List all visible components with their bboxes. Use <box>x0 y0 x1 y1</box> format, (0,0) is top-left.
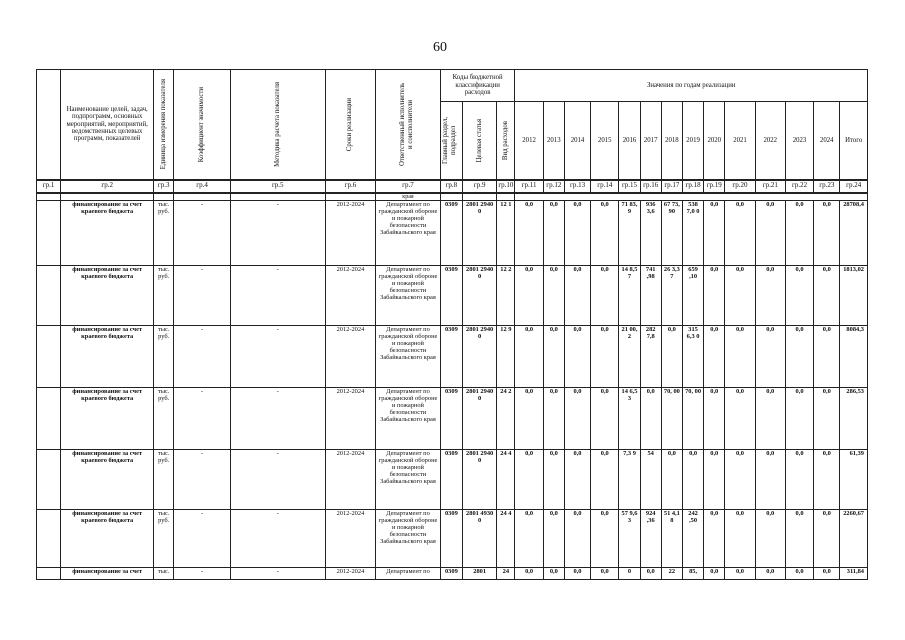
row-unit: тыс. руб. <box>154 200 174 265</box>
row-year-value: 0,0 <box>564 567 590 579</box>
row-year-value: 0,0 <box>704 567 725 579</box>
header-year-2022: 2022 <box>755 102 785 180</box>
row-coefficient: - <box>174 200 231 265</box>
table-row <box>37 509 868 567</box>
column-numbers-row <box>37 180 868 193</box>
row-year-value: 0,0 <box>755 387 785 449</box>
row-coefficient: - <box>174 265 231 325</box>
row-year-value: 0,0 <box>704 449 725 509</box>
row-year-value: 0,0 <box>725 200 755 265</box>
row-year-value: 67 73, 90 <box>661 200 682 265</box>
header-year-2016: 2016 <box>619 102 640 180</box>
row-year-value: 0,0 <box>591 509 619 567</box>
row-method: - <box>230 567 325 579</box>
row-year-value: 21 00, 2 <box>619 325 640 387</box>
column-number-cell: гр.13 <box>564 180 590 193</box>
row-year-value: 0,0 <box>725 509 755 567</box>
row-year-value: 0,0 <box>543 509 564 567</box>
row-year-value: 936 3,6 <box>640 200 661 265</box>
row-year-value: 0,0 <box>515 200 543 265</box>
row-coefficient: - <box>174 387 231 449</box>
row-year-value: 0,0 <box>755 200 785 265</box>
row-term: 2012-2024 <box>325 387 375 449</box>
row-budget-kind: 12 1 <box>497 200 515 265</box>
row-year-value: 659 ,10 <box>682 265 703 325</box>
index-cell <box>37 567 61 579</box>
row-year-value: 0,0 <box>704 509 725 567</box>
row-year-value: 70, 00 <box>682 387 703 449</box>
index-cell <box>37 200 61 265</box>
header-budget-target: Целевая статья <box>475 118 483 162</box>
row-year-value: 0,0 <box>785 449 813 509</box>
header-budget-codes: Коды бюджетной классификации расходов <box>440 70 515 102</box>
row-coefficient: - <box>174 567 231 579</box>
row-budget-target: 2801 2940 0 <box>462 200 496 265</box>
row-budget-target: 2801 4930 0 <box>462 509 496 567</box>
header-index-cell <box>37 70 61 180</box>
column-number-cell: гр.17 <box>661 180 682 193</box>
row-year-value: 22 <box>661 567 682 579</box>
row-year-value: 57 9,6 3 <box>619 509 640 567</box>
row-year-value: 0,0 <box>564 325 590 387</box>
header-year-2019: 2019 <box>682 102 703 180</box>
table-row <box>37 567 868 579</box>
index-cell <box>37 325 61 387</box>
row-year-value: 0,0 <box>785 509 813 567</box>
row-method: - <box>230 509 325 567</box>
row-year-value: 538 7,0 0 <box>682 200 703 265</box>
row-year-value: 0,0 <box>755 325 785 387</box>
row-term: 2012-2024 <box>325 265 375 325</box>
row-budget-target: 2801 2940 0 <box>462 265 496 325</box>
row-year-value: 0,0 <box>755 567 785 579</box>
row-year-value: 85, <box>682 567 703 579</box>
row-responsible: Департамент по <box>376 567 441 579</box>
row-year-value: 0,0 <box>704 387 725 449</box>
row-method: - <box>230 449 325 509</box>
row-year-value: 71 83, 9 <box>619 200 640 265</box>
row-year-value: 0,0 <box>785 265 813 325</box>
row-responsible: Департамент по гражданской обороне и пожарной безопасности Забайкальского края <box>376 200 441 265</box>
index-cell <box>37 387 61 449</box>
row-year-value: 0,0 <box>515 567 543 579</box>
row-year-value: 0,0 <box>785 387 813 449</box>
row-year-value: 282 7,8 <box>640 325 661 387</box>
row-name: финансирование за счет <box>61 567 154 579</box>
budget-table <box>36 69 868 580</box>
row-coefficient: - <box>174 325 231 387</box>
row-year-value: 0,0 <box>564 265 590 325</box>
column-number-cell: гр.11 <box>515 180 543 193</box>
row-year-value: 26 3,3 7 <box>661 265 682 325</box>
row-year-value: 924 ,36 <box>640 509 661 567</box>
header-year-2017: 2017 <box>640 102 661 180</box>
row-year-value: 0,0 <box>682 449 703 509</box>
row-responsible: Департамент по гражданской обороне и пожарной безопасности Забайкальского края <box>376 387 441 449</box>
row-year-value: 0,0 <box>591 325 619 387</box>
row-year-value: 0,0 <box>543 567 564 579</box>
row-budget-main: 0309 <box>440 200 462 265</box>
column-number-cell: гр.22 <box>785 180 813 193</box>
column-number-cell: гр.4 <box>174 180 231 193</box>
row-year-value: 0,0 <box>785 325 813 387</box>
row-budget-main: 0309 <box>440 325 462 387</box>
page-number: 60 <box>433 40 447 55</box>
row-coefficient: - <box>174 449 231 509</box>
row-year-value: 0,0 <box>661 449 682 509</box>
row-year-value: 242 ,50 <box>682 509 703 567</box>
row-year-value: 0,0 <box>755 509 785 567</box>
row-method: - <box>230 200 325 265</box>
index-cell <box>37 449 61 509</box>
header-year-2023: 2023 <box>785 102 813 180</box>
row-year-value: 0,0 <box>564 449 590 509</box>
row-responsible: Департамент по гражданской обороне и пожарной безопасности Забайкальского края <box>376 449 441 509</box>
row-year-value: 54 <box>640 449 661 509</box>
header-year-2014: 2014 <box>564 102 590 180</box>
column-number-cell: гр.9 <box>462 180 496 193</box>
column-number-cell: гр.19 <box>704 180 725 193</box>
row-year-value: 0,0 <box>591 200 619 265</box>
row-year-value: 0,0 <box>814 265 840 325</box>
row-year-value: 14 8,5 7 <box>619 265 640 325</box>
row-budget-target: 2801 <box>462 567 496 579</box>
header-year-2015: 2015 <box>591 102 619 180</box>
row-total: 2260,67 <box>840 509 868 567</box>
row-responsible: Департамент по гражданской обороне и пожарной безопасности Забайкальского края <box>376 509 441 567</box>
row-name: финансирование за счет краевого бюджета <box>61 387 154 449</box>
row-method: - <box>230 387 325 449</box>
header-year-2021: 2021 <box>725 102 755 180</box>
column-number-cell: гр.3 <box>154 180 174 193</box>
row-budget-target: 2801 2940 0 <box>462 387 496 449</box>
column-number-cell: гр.6 <box>325 180 375 193</box>
row-budget-target: 2801 2940 0 <box>462 449 496 509</box>
row-name: финансирование за счет краевого бюджета <box>61 265 154 325</box>
row-year-value: 0,0 <box>704 325 725 387</box>
column-number-cell: гр.14 <box>591 180 619 193</box>
row-year-value: 0,0 <box>725 325 755 387</box>
row-name: финансирование за счет краевого бюджета <box>61 200 154 265</box>
budget-table-container <box>36 69 868 580</box>
row-year-value: 0,0 <box>591 449 619 509</box>
row-year-value: 0,0 <box>755 449 785 509</box>
carry-over-text: края <box>376 193 441 201</box>
row-budget-kind: 24 2 <box>497 387 515 449</box>
table-row <box>37 387 868 449</box>
header-year-2012: 2012 <box>515 102 543 180</box>
row-term: 2012-2024 <box>325 449 375 509</box>
header-responsible: Ответственный исполнитель и соисполнители <box>398 82 414 166</box>
column-number-cell: гр.1 <box>37 180 61 193</box>
row-year-value: 0,0 <box>591 567 619 579</box>
row-coefficient: - <box>174 509 231 567</box>
index-cell <box>37 509 61 567</box>
table-row <box>37 200 868 265</box>
row-year-value: 0,0 <box>814 325 840 387</box>
row-budget-target: 2801 2940 0 <box>462 325 496 387</box>
row-budget-kind: 24 4 <box>497 449 515 509</box>
header-year-2018: 2018 <box>661 102 682 180</box>
row-budget-main: 0309 <box>440 449 462 509</box>
row-year-value: 0,0 <box>591 387 619 449</box>
row-budget-kind: 12 9 <box>497 325 515 387</box>
row-budget-main: 0309 <box>440 509 462 567</box>
row-unit: тыс. руб. <box>154 509 174 567</box>
table-row <box>37 449 868 509</box>
row-year-value: 0,0 <box>704 200 725 265</box>
row-year-value: 0,0 <box>755 265 785 325</box>
row-unit: тыс. руб. <box>154 325 174 387</box>
row-year-value: 0,0 <box>785 567 813 579</box>
row-budget-kind: 24 <box>497 567 515 579</box>
row-total: 61,39 <box>840 449 868 509</box>
column-number-cell: гр.15 <box>619 180 640 193</box>
column-number-cell: гр.20 <box>725 180 755 193</box>
row-unit: тыс. руб. <box>154 449 174 509</box>
row-year-value: 0,0 <box>543 449 564 509</box>
row-year-value: 0,0 <box>564 509 590 567</box>
row-year-value: 0,0 <box>704 265 725 325</box>
header-years-group: Значения по годам реализации <box>515 70 868 102</box>
column-number-cell: гр.12 <box>543 180 564 193</box>
row-year-value: 0,0 <box>725 387 755 449</box>
row-budget-main: 0309 <box>440 387 462 449</box>
header-term: Сроки реализации <box>346 97 354 151</box>
column-number-cell: гр.24 <box>840 180 868 193</box>
row-year-value: 0,0 <box>725 449 755 509</box>
row-year-value: 0,0 <box>515 449 543 509</box>
row-year-value: 0,0 <box>515 509 543 567</box>
row-year-value: 741 ,98 <box>640 265 661 325</box>
row-name: финансирование за счет краевого бюджета <box>61 325 154 387</box>
row-total: 311,84 <box>840 567 868 579</box>
row-total: 286,53 <box>840 387 868 449</box>
row-year-value: 0,0 <box>591 265 619 325</box>
header-budget-main: Главный раздел, подраздел <box>442 116 458 164</box>
table-row <box>37 265 868 325</box>
header-method: Методика расчета показателя <box>273 81 281 167</box>
row-budget-main: 0309 <box>440 265 462 325</box>
header-year-2020: 2020 <box>704 102 725 180</box>
table-row <box>37 325 868 387</box>
row-term: 2012-2024 <box>325 509 375 567</box>
row-year-value: 0,0 <box>814 449 840 509</box>
row-year-value: 0,0 <box>814 567 840 579</box>
row-year-value: 70, 00 <box>661 387 682 449</box>
row-budget-main: 0309 <box>440 567 462 579</box>
row-year-value: 0,0 <box>725 265 755 325</box>
row-budget-kind: 12 2 <box>497 265 515 325</box>
row-unit: тыс. <box>154 567 174 579</box>
row-term: 2012-2024 <box>325 325 375 387</box>
row-total: 28708,4 <box>840 200 868 265</box>
row-year-value: 0,0 <box>515 265 543 325</box>
column-number-cell: гр.10 <box>497 180 515 193</box>
row-year-value: 0,0 <box>814 387 840 449</box>
row-year-value: 315 6,3 0 <box>682 325 703 387</box>
row-year-value: 0 <box>619 567 640 579</box>
column-number-cell: гр.2 <box>61 180 154 193</box>
row-year-value: 0,0 <box>814 200 840 265</box>
header-budget-kind: Вид расходов <box>501 120 509 160</box>
row-unit: тыс. руб. <box>154 265 174 325</box>
row-total: 8084,3 <box>840 325 868 387</box>
header-year-2024: 2024 <box>814 102 840 180</box>
header-name: Наименование целей, задач, подпрограмм, основных мероприятий, мероприятий, ведомственных целевых программ, показателей <box>61 70 154 180</box>
row-year-value: 0,0 <box>543 265 564 325</box>
column-number-cell: гр.5 <box>230 180 325 193</box>
row-unit: тыс. руб. <box>154 387 174 449</box>
row-method: - <box>230 265 325 325</box>
row-year-value: 0,0 <box>640 567 661 579</box>
column-number-cell: гр.21 <box>755 180 785 193</box>
row-year-value: 0,0 <box>785 200 813 265</box>
row-year-value: 0,0 <box>543 387 564 449</box>
column-number-cell: гр.8 <box>440 180 462 193</box>
row-name: финансирование за счет краевого бюджета <box>61 509 154 567</box>
row-term: 2012-2024 <box>325 567 375 579</box>
header-coefficient: Коэффициент значимости <box>198 86 206 162</box>
row-year-value: 0,0 <box>515 387 543 449</box>
row-year-value: 7,3 9 <box>619 449 640 509</box>
row-year-value: 0,0 <box>725 567 755 579</box>
column-number-cell: гр.16 <box>640 180 661 193</box>
row-year-value: 0,0 <box>640 387 661 449</box>
header-year-2013: 2013 <box>543 102 564 180</box>
row-year-value: 0,0 <box>515 325 543 387</box>
row-year-value: 51 4,1 8 <box>661 509 682 567</box>
row-name: финансирование за счет краевого бюджета <box>61 449 154 509</box>
column-number-cell: гр.23 <box>814 180 840 193</box>
row-budget-kind: 24 4 <box>497 509 515 567</box>
column-number-cell: гр.18 <box>682 180 703 193</box>
row-year-value: 0,0 <box>814 509 840 567</box>
row-term: 2012-2024 <box>325 200 375 265</box>
row-year-value: 0,0 <box>564 200 590 265</box>
header-total: Итого <box>840 102 868 180</box>
row-total: 1813,02 <box>840 265 868 325</box>
header-unit: Единица измерения показателя <box>159 79 167 170</box>
row-year-value: 0,0 <box>564 387 590 449</box>
row-year-value: 0,0 <box>661 325 682 387</box>
column-number-cell: гр.7 <box>376 180 441 193</box>
row-year-value: 14 6,5 3 <box>619 387 640 449</box>
row-year-value: 0,0 <box>543 325 564 387</box>
index-cell <box>37 265 61 325</box>
row-method: - <box>230 325 325 387</box>
row-year-value: 0,0 <box>543 200 564 265</box>
row-responsible: Департамент по гражданской обороне и пожарной безопасности Забайкальского края <box>376 265 441 325</box>
row-responsible: Департамент по гражданской обороне и пожарной безопасности Забайкальского края <box>376 325 441 387</box>
